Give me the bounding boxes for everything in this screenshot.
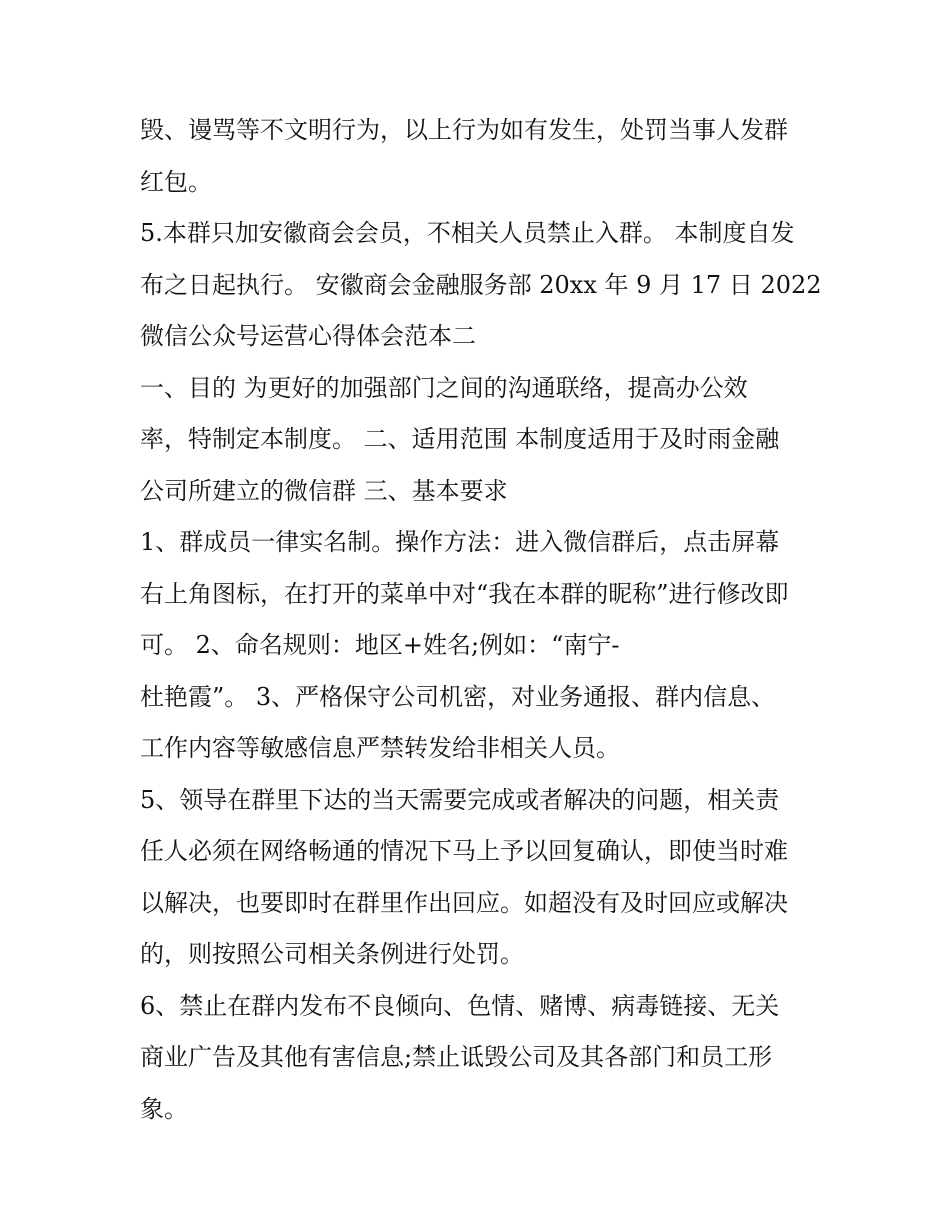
text-line: 工作内容等敏感信息严禁转发给非相关人员。 [140, 734, 620, 762]
text-line: 的，则按照公司相关条例进行处罚。 [140, 940, 524, 968]
text-line: 6、禁止在群内发布不良倾向、色情、赌博、病毒链接、无关 [140, 991, 780, 1020]
text-line: 商业广告及其他有害信息;禁止诋毁公司及其各部门和员工形 [140, 1043, 773, 1071]
text-line: 公司所建立的微信群 三、基本要求 [140, 476, 508, 505]
text-line: 5、领导在群里下达的当天需要完成或者解决的问题，相关责 [140, 785, 780, 814]
text-line: 1、群成员一律实名制。操作方法：进入微信群后，点击屏幕 [140, 528, 780, 556]
text-line: 以解决，也要即时在群里作出回应。如超没有及时回应或解决 [140, 888, 788, 917]
text-line: 红包。 [140, 167, 212, 196]
document-body [140, 105, 840, 1135]
text-line: 任人必须在网络畅通的情况下马上予以回复确认，即使当时难 [140, 837, 788, 865]
text-line: 毁、谩骂等不文明行为，以上行为如有发生，处罚当事人发群 [140, 116, 788, 144]
text-line: 象。 [140, 1094, 188, 1123]
text-line: 布之日起执行。 安徽商会金融服务部 20xx 年 9 月 17 日 2022 [140, 270, 822, 299]
text-line: 可。 2、命名规则：地区+姓名;例如：“南宁- [140, 631, 620, 659]
text-line: 右上角图标，在打开的菜单中对“我在本群的昵称”进行修改即 [140, 579, 789, 608]
text-line: 微信公众号运营心得体会范本二 [140, 322, 476, 350]
text-line: 率，特制定本制度。 二、适用范围 本制度适用于及时雨金融 [140, 425, 780, 453]
text-line: 5.本群只加安徽商会会员，不相关人员禁止入群。 本制度自发 [140, 219, 795, 247]
text-line: 杜艳霞”。 3、严格保守公司机密，对业务通报、群内信息、 [140, 682, 776, 711]
text-line: 一、目的 为更好的加强部门之间的沟通联络，提高办公效 [140, 373, 748, 402]
